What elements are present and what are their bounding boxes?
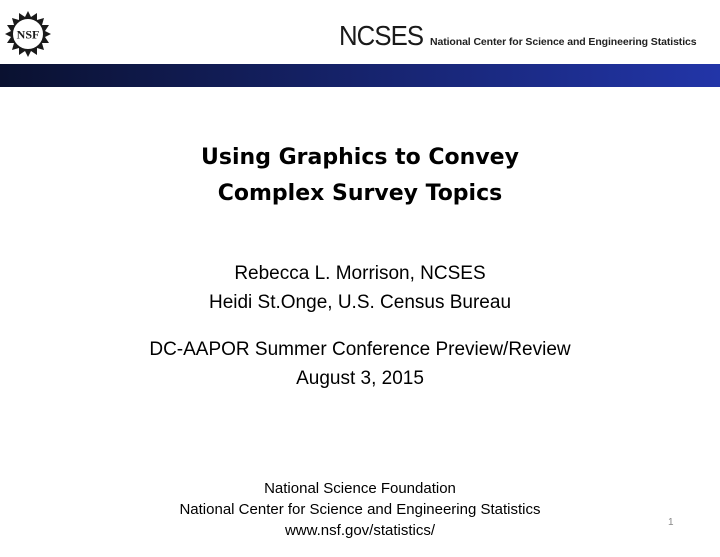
title-line-2: Complex Survey Topics xyxy=(217,181,503,206)
nsf-seal-icon xyxy=(4,10,52,58)
footer-org-1: National Science Foundation xyxy=(264,480,456,497)
footer-organization xyxy=(0,478,720,541)
header-bar xyxy=(0,64,720,87)
slide-number: 1 xyxy=(668,517,674,528)
ncses-fullname: National Center for Science and Engineering Statistics xyxy=(430,36,697,48)
ncses-wordmark: NCSES xyxy=(339,20,424,51)
footer-org-2: National Center for Science and Engineering Statistics xyxy=(179,501,541,518)
author-1: Rebecca L. Morrison, NCSES xyxy=(234,263,486,284)
slide-title xyxy=(0,140,720,212)
title-line-1: Using Graphics to Convey xyxy=(201,145,519,170)
conference-date: August 3, 2015 xyxy=(296,368,424,389)
conference-info xyxy=(0,335,720,393)
conference-name: DC-AAPOR Summer Conference Preview/Review xyxy=(149,339,571,360)
footer-url: www.nsf.gov/statistics/ xyxy=(284,522,436,539)
author-2: Heidi St.Onge, U.S. Census Bureau xyxy=(208,292,512,313)
nsf-logo-text: NSF xyxy=(16,27,40,42)
authors xyxy=(0,259,720,317)
